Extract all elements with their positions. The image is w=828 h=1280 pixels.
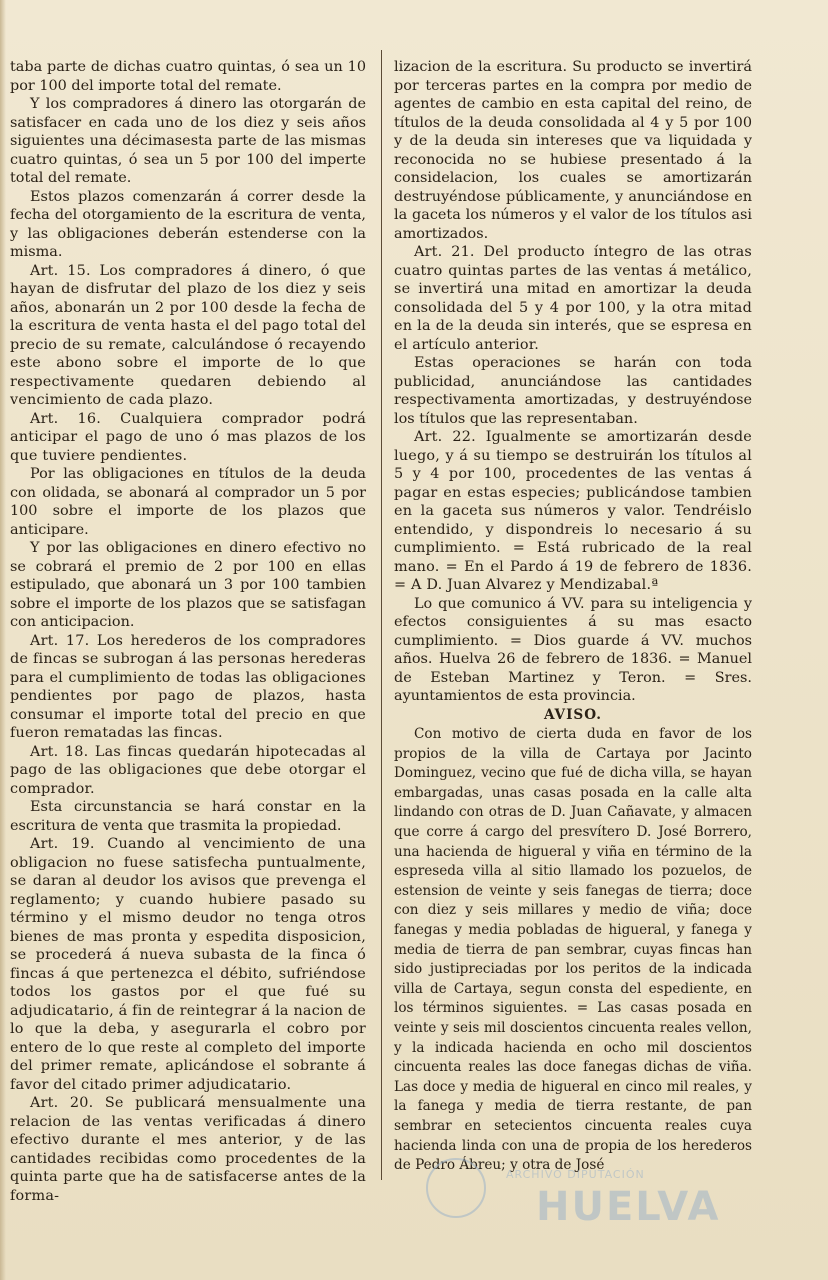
- page-edge-stain: [0, 0, 6, 1280]
- paragraph: Y por las obligaciones en dinero efectivo no se cobrará el premio de 2 por 100 en ellas estipulado, que abonará un 3 por 100 tambien sobre el importe de los plazos que se satisfagan con anticipacion.: [10, 540, 366, 630]
- aviso-title: AVISO.: [543, 706, 603, 723]
- paragraph: Estos plazos comenzarán á correr desde la fecha del otorgamiento de la escritura de venta, y las obligaciones deberán estenderse con la misma.: [10, 188, 366, 260]
- column-divider: [381, 50, 382, 1180]
- article-17: Art. 17. Los herederos de los compradores de fincas se subrogan á las personas herederas para el cumplimiento de todas las obligaciones pendientes por pago de plazos, hasta consumar el importe total del precio en que fueron rematadas las fincas.: [10, 632, 366, 741]
- article-21: Art. 21. Del producto íntegro de las otras cuatro quintas partes de las ventas á metálico, se invertirá una mitad en amortizar la deuda consolidada del 5 y 4 por 100, y la otra mitad en la de la deuda sin interés, que se espresa en el artículo anterior.: [394, 244, 752, 353]
- watermark-small-text: ARCHIVO DIPUTACIÓN: [506, 1168, 645, 1181]
- paragraph: taba parte de dichas cuatro quintas, ó sea un 10 por 100 del importe total del remate.: [10, 59, 366, 94]
- paragraph: Lo que comunico á VV. para su inteligencia y efectos consiguientes á su mas esacto cumplimiento. = Dios guarde á VV. muchos años. Huelva 26 de febrero de 1836. = Manuel de Esteban Martinez y Teron. = Sres. ayuntamientos de esta provincia.: [394, 595, 752, 704]
- paragraph: Por las obligaciones en títulos de la deuda con olidada, se abonará al comprador un 5 por 100 sobre el importe de los plazos que anticipare.: [10, 466, 366, 538]
- paragraph: lizacion de la escritura. Su producto se invertirá por terceras partes en la compra por medio de agentes de cambio en esta capital del reino, de títulos de la deuda consolidada al 4 y 5 por 100 y de la deuda sin intereses que va liquidada y reconocida no se hubiese presentado á la considelacion, los cuales se amortizarán destruyéndose públicamente, y anunciándose en la gaceta los números y el valor de los títulos asi amortizados.: [394, 59, 752, 242]
- aviso-section: [394, 706, 752, 1176]
- seal-icon: [426, 1158, 486, 1218]
- article-16: Art. 16. Cualquiera comprador podrá anticipar el pago de uno ó mas plazos de los que tuviere pendientes.: [10, 410, 366, 464]
- paragraph: Y los compradores á dinero las otorgarán de satisfacer en cada uno de los diez y seis años siguientes una décimasesta parte de las mismas cuatro quintas, ó sea un 5 por 100 del imperte total del remate.: [10, 96, 366, 186]
- watermark-big-text: HUELVA: [536, 1184, 721, 1230]
- article-20: Art. 20. Se publicará mensualmente una relacion de las ventas verificadas á dinero efectivo durante el mes anterior, y de las cantidades recibidas como procedentes de la quinta parte que ha de satisfacerse antes de la forma-: [10, 1095, 366, 1204]
- article-15: Art. 15. Los compradores á dinero, ó que hayan de disfrutar del plazo de los diez y seis años, abonarán un 2 por 100 desde la fecha de la escritura de venta hasta el del pago total del precio de su remate, calculándose ó recayendo este abono sobre el importe de lo que respectivamente quedaren debiendo al vencimiento de cada plazo.: [10, 262, 366, 408]
- right-column: [394, 58, 752, 1176]
- left-column: [10, 58, 366, 1205]
- article-19: Art. 19. Cuando al vencimiento de una obligacion no fuese satisfecha puntualmente, se daran al deudor los avisos que prevenga el reglamento; y cuando hubiere pasado su término y el mismo deudor no tenga otros bienes de mas pronta y espedita disposicion, se procederá á nueva subasta de la finca ó fincas á que pertenezca el débito, sufriéndose todos los gastos por el que fué su adjudicatario, á fin de reintegrar á la nacion de lo que la deba, y asegurarla el cobro por entero de lo que reste al completo del importe del primer remate, aplicándose el sobrante á favor del citado primer adjudicatario.: [10, 836, 367, 1093]
- article-18: Art. 18. Las fincas quedarán hipotecadas al pago de las obligaciones que debe otorgar el comprador.: [10, 743, 366, 797]
- archive-watermark: [396, 1158, 740, 1258]
- article-22: Art. 22. Igualmente se amortizarán desde luego, y á su tiempo se destruirán los títulos al 5 y 4 por 100, procedentes de las ventas á pagar en estas especies; publicándose tambien en la gaceta sus números y valor. Tendréislo entendido, y dispondreis lo necesario á su cumplimiento. = Está rubricado de la real mano. = En el Pardo á 19 de febrero de 1836. = A D. Juan Alvarez y Mendizabal.ª: [394, 429, 752, 593]
- aviso-text: Con motivo de cierta duda en favor de los propios de la villa de Cartaya por Jacinto Dominguez, vecino que fué de dicha villa, se hayan embargadas, unas casas posada en la calle alta lindando con otras de D. Juan Cañavate, y almacen que corre á cargo del presvítero D. José Borrero, una hacienda de higueral y viña en término de la espreseda villa al sitio llamado los pozuelos, de estension de veinte y seis fanegas de tierra; doce con diez y seis millares y medio de viña; doce fanegas y media pobladas de higueral, y fanega y media de tierra de pan sembrar, cuyas fincas han sido justipreciadas por los peritos de la indicada villa de Cartaya, segun consta del espediente, en los términos siguientes. = Las casas posada en veinte y seis mil doscientos cincuenta reales vellon, y la indicada hacienda en ocho mil doscientos cincuenta reales las doce fanegas dichas de viña. Las doce y media de higueral en cinco mil reales, y la fanega y media de tierra restante, de pan sembrar en setecientos cincuenta reales cuya hacienda linda con una de propia de los herederos de Pedro Ábreu; y otra de José: [394, 726, 752, 1174]
- paragraph: Esta circunstancia se hará constar en la escritura de venta que trasmita la propiedad.: [10, 799, 366, 834]
- paragraph: Estas operaciones se harán con toda publicidad, anunciándose las cantidades respectivamenta amortizadas, y destruyéndose los títulos que las representaban.: [394, 355, 752, 427]
